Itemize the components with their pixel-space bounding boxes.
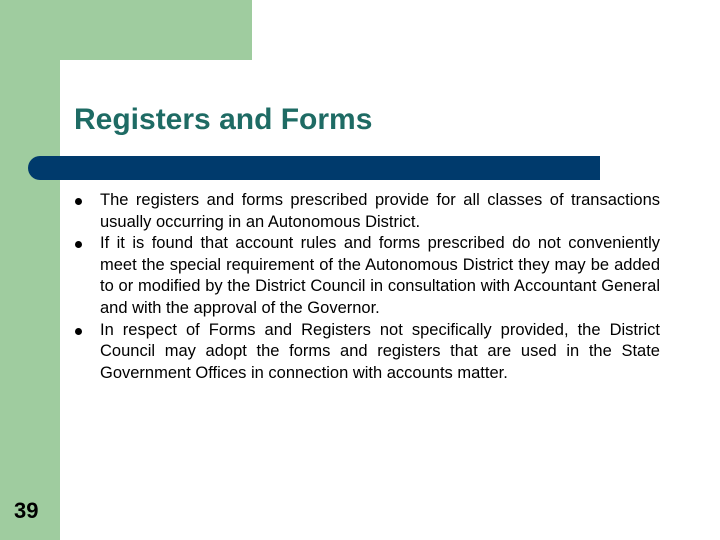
- bullet-dot-icon: [75, 328, 82, 335]
- bullet-text: If it is found that account rules and forms prescribed do not conveniently meet the special requirement of the Autonomous District they may be added to or modified by the District Council in consultation with Accountant General and with the approval of the Governor.: [100, 234, 660, 317]
- decorative-green-sidebar: [0, 0, 60, 540]
- bullet-text: In respect of Forms and Registers not specifically provided, the District Council may adopt the forms and registers that are used in the State Government Offices in connection with accounts matter.: [100, 320, 660, 382]
- slide-number: 39: [14, 498, 39, 523]
- decorative-green-top-band: [0, 0, 252, 60]
- list-item: [72, 320, 660, 385]
- bullet-text: The registers and forms prescribed provide for all classes of transactions usually occurring in an Autonomous District.: [100, 191, 660, 231]
- list-item: [72, 190, 660, 233]
- slide-title: Registers and Forms: [74, 103, 373, 136]
- list-item: [72, 233, 660, 319]
- bullet-dot-icon: [75, 241, 82, 248]
- bullet-dot-icon: [75, 198, 82, 205]
- bullet-list: [72, 190, 660, 384]
- title-divider-bar: [28, 156, 600, 180]
